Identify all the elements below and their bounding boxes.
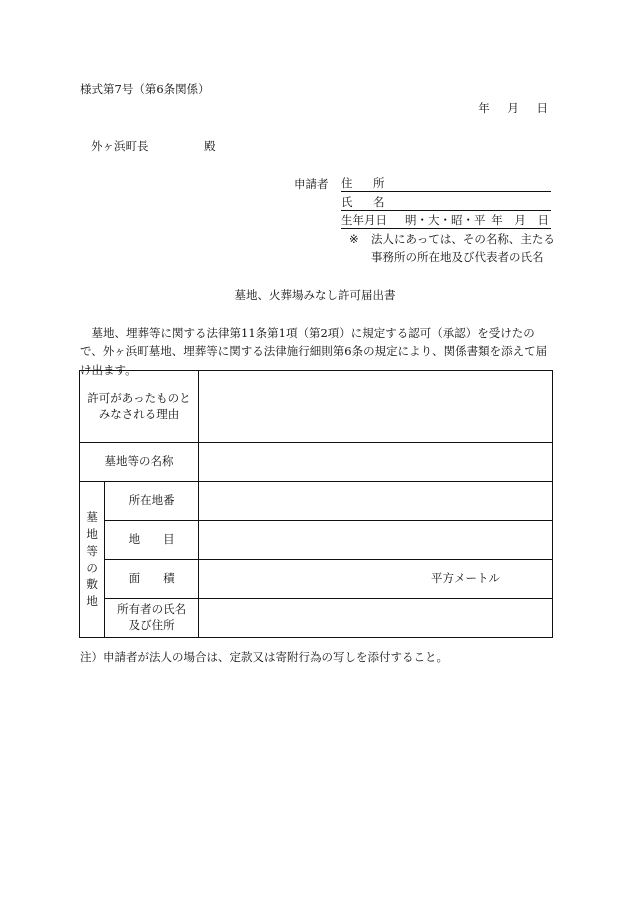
applicant-birthdate-field — [341, 213, 551, 229]
site-group-label: 墓 地 等 の 敷 地 — [80, 482, 105, 638]
birthdate-label: 生年月日 — [341, 213, 387, 227]
applicant-address-field — [341, 176, 551, 192]
body-paragraph: 墓地、埋葬等に関する法律第11条第1項（第2項）に規定する認可（承認）を受けたので、外ヶ浜町墓地、埋葬等に関する法律施行細則第6条の規定により、関係書類を添えて届け出ます。 — [80, 326, 548, 377]
form-table — [79, 370, 553, 638]
table-row-area — [80, 560, 553, 599]
birth-day: 日 — [537, 213, 549, 227]
area-unit: 平方メートル — [431, 571, 500, 586]
table-row-facility-name — [80, 443, 553, 482]
location-label: 所在地番 — [105, 482, 199, 521]
applicant-label: 申請者 — [294, 177, 329, 191]
land-type-value[interactable] — [199, 521, 553, 560]
document-title: 墓地、火葬場みなし許可届出書 — [234, 288, 396, 302]
owner-value[interactable] — [199, 599, 553, 638]
birth-month: 月 — [514, 213, 526, 227]
birthdate-ymd — [483, 213, 549, 229]
facility-name-label: 墓地等の名称 — [80, 443, 199, 482]
date-line — [468, 101, 548, 117]
date-day: 日 — [536, 101, 548, 115]
birth-year: 年 — [491, 213, 503, 227]
reason-label: 許可があったものと みなされる理由 — [80, 371, 199, 443]
facility-name-value[interactable] — [199, 443, 553, 482]
name-label-2: 名 — [373, 195, 385, 209]
area-value[interactable] — [199, 560, 553, 599]
birthdate-eras: 明・大・昭・平 — [405, 213, 486, 227]
address-label-2: 所 — [373, 176, 385, 190]
form-number: 様式第7号（第6条関係） — [80, 82, 210, 96]
addressee-honorific: 殿 — [204, 139, 216, 153]
land-type-label: 地 目 — [105, 521, 199, 560]
area-label: 面 積 — [105, 560, 199, 599]
table-row-reason — [80, 371, 553, 443]
table-row-owner — [80, 599, 553, 638]
owner-label: 所有者の氏名 及び住所 — [105, 599, 199, 638]
date-month: 月 — [507, 101, 519, 115]
table-row-land-type — [80, 521, 553, 560]
reason-value[interactable] — [199, 371, 553, 443]
applicant-name-field — [341, 195, 551, 211]
applicant-note-line-1: 法人にあっては、その名称、主たる — [371, 232, 555, 246]
name-label-1: 氏 — [341, 195, 353, 209]
note-mark: ※ — [349, 232, 359, 246]
location-value[interactable] — [199, 482, 553, 521]
applicant-note-line-2: 事務所の所在地及び代表者の氏名 — [371, 250, 544, 264]
address-label-1: 住 — [341, 176, 353, 190]
addressee-line — [91, 139, 216, 155]
date-year: 年 — [478, 101, 490, 115]
footnote: 注）申請者が法人の場合は、定款又は寄附行為の写しを添付すること。 — [80, 650, 448, 664]
addressee-name: 外ヶ浜町長 — [91, 139, 149, 153]
table-row-location — [80, 482, 553, 521]
